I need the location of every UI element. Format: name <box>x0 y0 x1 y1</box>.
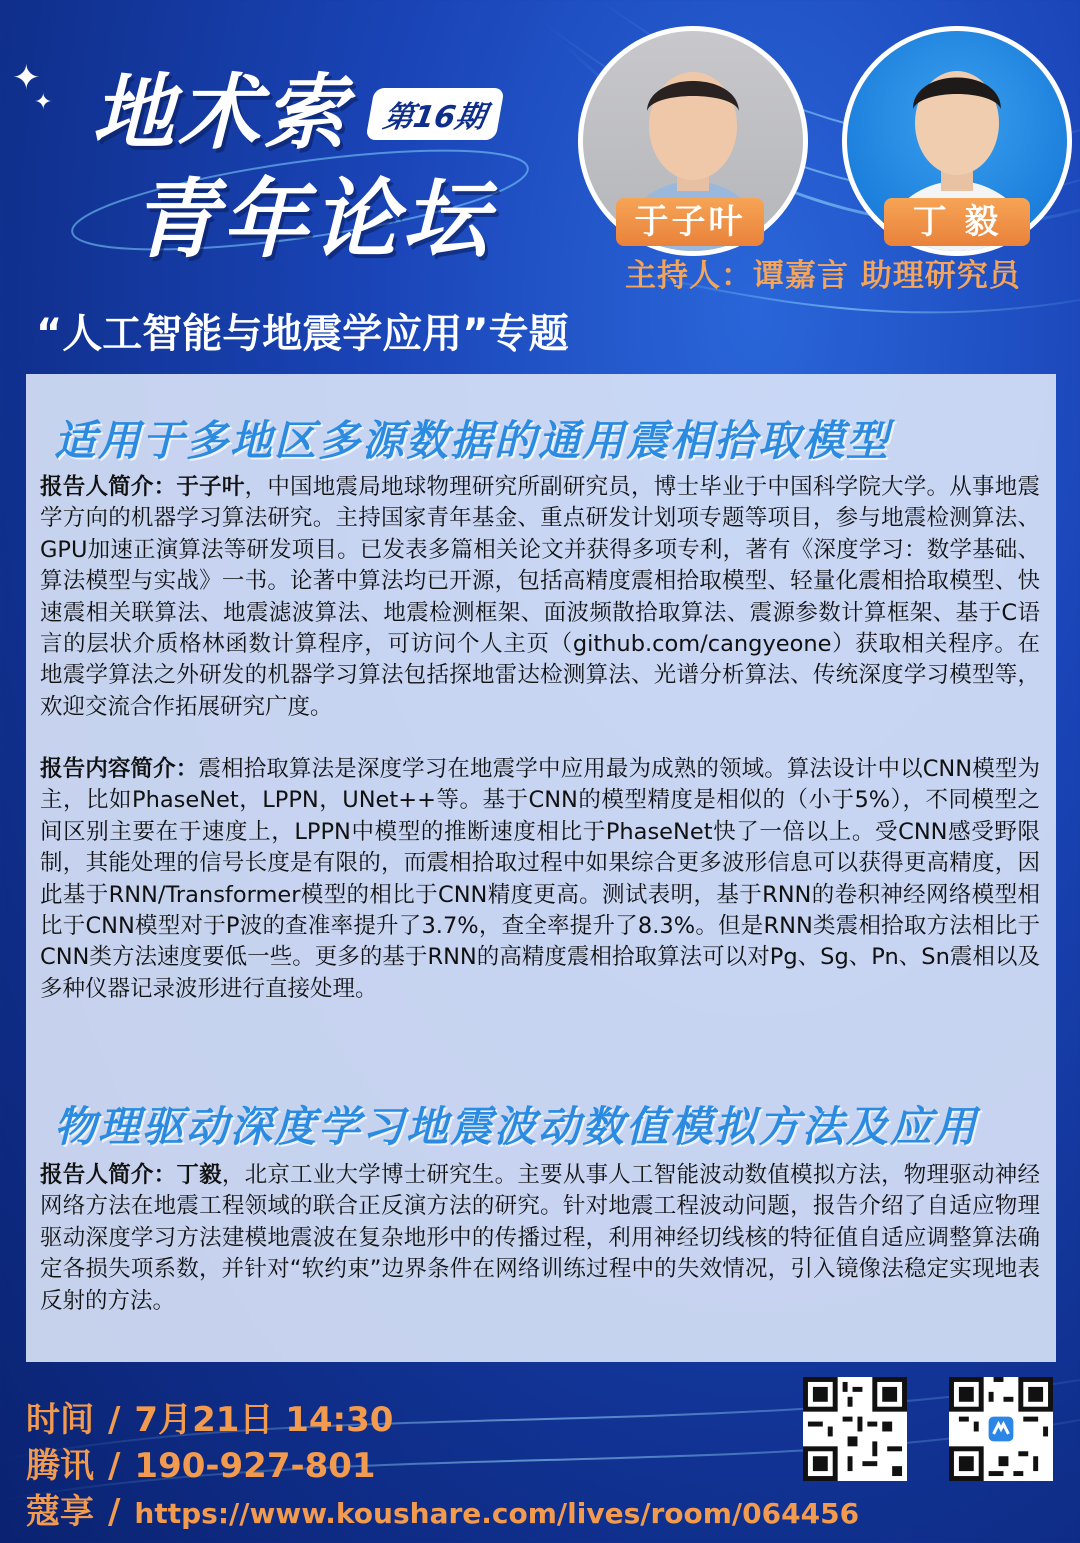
live-room-link[interactable]: https://www.koushare.com/lives/room/064456 <box>134 1497 860 1530</box>
info-time <box>26 1392 393 1441</box>
info-value: 7月21日 14:30 <box>134 1400 394 1440</box>
speaker-bio <box>40 472 1040 723</box>
speaker-name: 丁 毅 <box>912 202 1002 242</box>
info-separator: / <box>108 1492 121 1532</box>
info-key: 时间 <box>26 1400 94 1440</box>
info-link <box>26 1484 859 1533</box>
info-key: 蔻享 <box>26 1492 94 1532</box>
qr-code-icon <box>949 1377 1053 1481</box>
abstract-text: 震相拾取算法是深度学习在地震学中应用最为成熟的领域。算法设计中以CNN模型为主，比如PhaseNet，LPPN，UNet++等。基于CNN的模型精度是相似的（小于5%），不同模型之间区别主要在于速度上，LPPN中模型的推断速度相比于PhaseNet快了一倍以上。受CNN感受野限制，其能处理的信号长度是有限的，而震相拾取过程中如果综合更多波形信息可以获得更高精度，因此基于RNN/Transformer模型的相比于CNN精度更高。测试表明，基于RNN的卷积神经网络模型相比于CNN模型对于P波的查准率提升了3.7%，查全率提升了8.3%。但是RNN类震相拾取方法相比于CNN类方法速度要低一些。更多的基于RNN的高精度震相拾取算法可以对Pg、Sg、Pn、Sn震相以及多种仪器记录波形进行直接处理。 <box>40 756 1040 1002</box>
bio-text: ，北京工业大学博士研究生。主要从事人工智能波动数值模拟方法，物理驱动神经网络方法在地震工程领域的联合正反演方法的研究。针对地震工程波动问题，报告介绍了自适应物理驱动深度学习方法建模地震波在复杂地形中的传播过程，利用神经切线核的特征值自适应调整算法确定各损失项系数，并针对“软约束”边界条件在网络训练过程中的失效情况，引入镜像法稳定实现地表反射的方法。 <box>40 1162 1040 1314</box>
sparkle-icon: ✦ <box>34 90 53 115</box>
topic-title: “人工智能与地震学应用”专题 <box>36 311 569 357</box>
qr-code[interactable] <box>803 1377 907 1481</box>
talk-title: 物理驱动深度学习地震波动数值模拟方法及应用 <box>54 1102 979 1151</box>
info-separator: / <box>108 1446 121 1486</box>
bio-speaker-name: 于子叶 <box>176 474 245 500</box>
info-key: 腾讯 <box>26 1446 94 1486</box>
content-panel <box>26 374 1056 1362</box>
speaker-name: 于子叶 <box>634 202 746 242</box>
issue-badge <box>365 88 504 140</box>
qr-code-icon <box>803 1377 907 1481</box>
speaker-name-tag <box>616 198 764 246</box>
issue-label: 第16期 <box>380 100 489 135</box>
bio-label: 报告人简介： <box>40 474 177 500</box>
qr-code[interactable] <box>949 1377 1053 1481</box>
bio-text: ，中国地震局地球物理研究所副研究员，博士毕业于中国科学院大学。从事地震学方向的机器学习算法研究。主持国家青年基金、重点研发计划项专题等项目，参与地震检测算法、GPU加速正演算法等研发项目。已发表多篇相关论文并获得多项专利，著有《深度学习：数学基础、算法模型与实战》一书。论著中算法均已开源，包括高精度震相拾取模型、轻量化震相拾取模型、快速震相关联算法、地震滤波算法、地震检测框架、面波频散拾取算法、震源参数计算框架、基于C语言的层状介质格林函数计算程序，可访问个人主页（github.com/cangyeone）获取相关程序。在地震学算法之外研发的机器学习算法包括探地雷达检测算法、光谱分析算法、传统深度学习模型等，欢迎交流合作拓展研究广度。 <box>40 474 1040 720</box>
info-separator: / <box>108 1400 121 1440</box>
talk-abstract <box>40 754 1040 1005</box>
logo-title-line1: 地术索 <box>92 66 350 161</box>
bio-speaker-name: 丁毅 <box>176 1162 222 1188</box>
info-value: 190-927-801 <box>134 1446 376 1486</box>
speaker-bio <box>40 1160 1040 1317</box>
info-meeting-id <box>26 1438 376 1487</box>
abstract-label: 报告内容简介： <box>40 756 199 782</box>
talk-title: 适用于多地区多源数据的通用震相拾取模型 <box>54 416 891 465</box>
host-line: 主持人：谭嘉言 助理研究员 <box>625 258 1021 294</box>
sparkle-icon: ✦ <box>12 58 41 98</box>
speaker-name-tag <box>884 198 1030 246</box>
bio-label: 报告人简介： <box>40 1162 177 1188</box>
logo-title-line2: 青年论坛 <box>132 170 492 270</box>
